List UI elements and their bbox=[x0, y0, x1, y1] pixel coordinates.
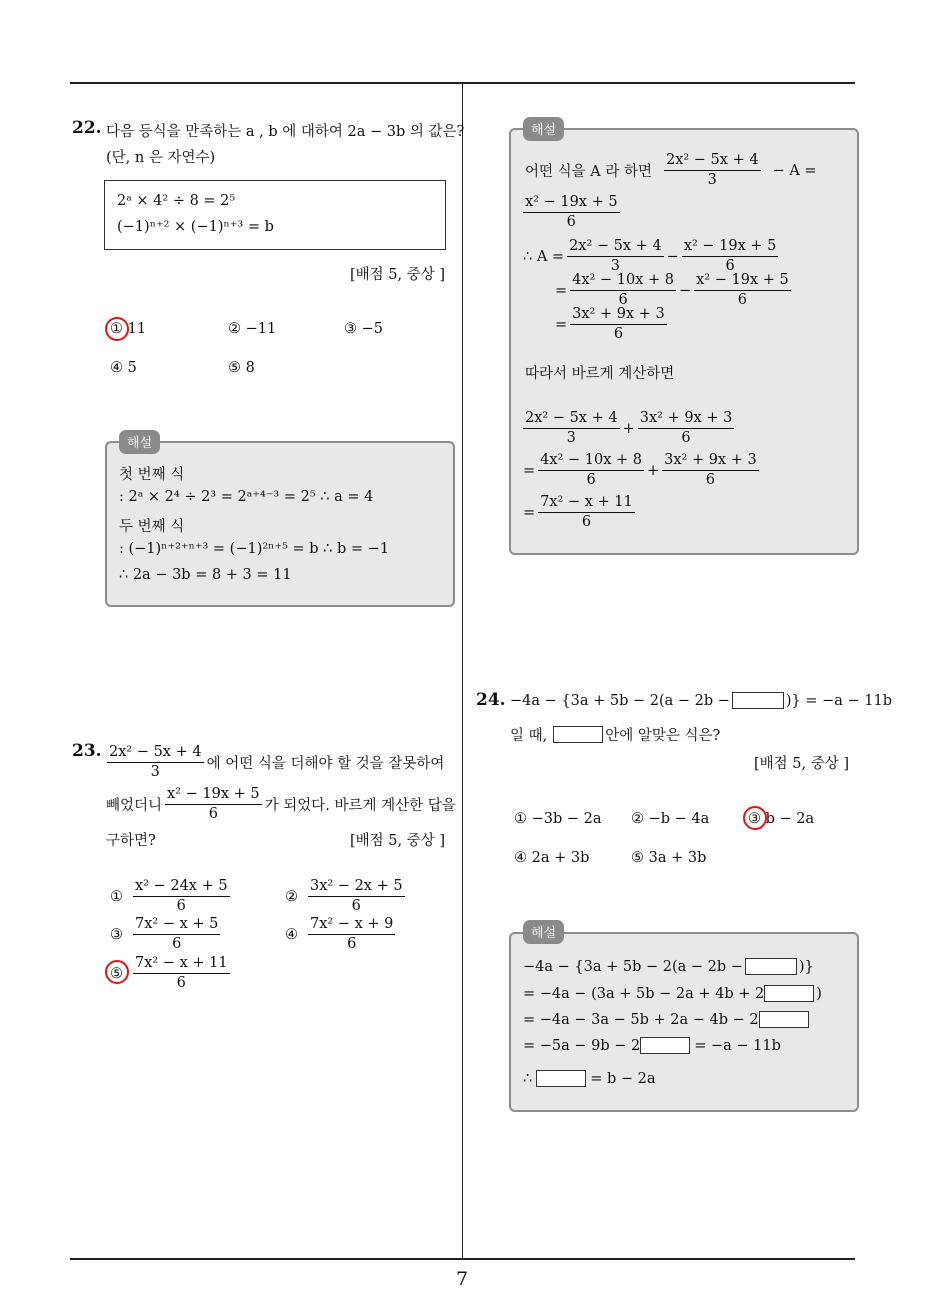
sol24-blank-5 bbox=[536, 1070, 586, 1087]
condition-line-2: (−1)ⁿ⁺² × (−1)ⁿ⁺³ = b bbox=[117, 219, 274, 235]
question-24-expression bbox=[510, 692, 892, 709]
sol23-intro: 어떤 식을 A 라 하면 bbox=[525, 164, 652, 181]
sol24-line2 bbox=[523, 985, 822, 1002]
sol23-r1a-den: 3 bbox=[610, 258, 620, 275]
q24-option-5[interactable]: ⑤ 3a + 3b bbox=[631, 850, 707, 866]
question-24-text bbox=[510, 724, 720, 745]
q24-text-pre: 일 때, bbox=[510, 728, 548, 744]
sol22-line-3: 두 번째 식 bbox=[119, 519, 185, 535]
q23-option-4-mark: ④ bbox=[285, 926, 298, 943]
q23-option-4[interactable] bbox=[285, 916, 398, 954]
sol23-c3-num: 7x² − x + 11 bbox=[538, 494, 635, 513]
sol24-line1 bbox=[523, 958, 814, 975]
q24-text-post: 안에 알맞은 식은? bbox=[605, 728, 721, 744]
sol23-f1-den: 3 bbox=[707, 172, 717, 189]
question-23-score: [배점 5, 중상 ] bbox=[350, 833, 446, 849]
sol23-c3-den: 6 bbox=[581, 514, 592, 531]
sol24-l5-pre: ∴ bbox=[523, 1070, 533, 1087]
sol24-blank-2 bbox=[764, 985, 814, 1002]
solution-22-box bbox=[105, 441, 455, 607]
q23-text2-pre: 빼었더니 bbox=[106, 798, 163, 815]
q23-option-3-den: 6 bbox=[172, 936, 182, 953]
q24-option-1[interactable]: ① −3b − 2a bbox=[514, 811, 602, 827]
q23-option-2-num: 3x² − 2x + 5 bbox=[308, 878, 405, 897]
q23-text1: 에 어떤 식을 더해야 할 것을 잘못하여 bbox=[206, 756, 445, 773]
sol23-correct-text: 따라서 바르게 계산하면 bbox=[525, 366, 675, 382]
q22-option-5[interactable]: ⑤ 8 bbox=[228, 360, 255, 376]
sol23-line5: = $\frac{\text{3x² + 9x + 3}}{6}$ bbox=[555, 306, 665, 343]
sol23-r2b-num: x² − 19x + 5 bbox=[694, 272, 791, 291]
sol23-line1 bbox=[525, 152, 817, 190]
sol23-line4: = $\frac{\text{4x² − 10x + 8}}{6}$ − $\frac{\text{x² − 19x + 5}}{6}$ bbox=[555, 272, 789, 309]
q23-frac2-den: 6 bbox=[208, 806, 218, 823]
sol23-r1a-num: 2x² − 5x + 4 bbox=[567, 238, 664, 257]
q23-frac2-num: x² − 19x + 5 bbox=[165, 786, 262, 805]
solution-23-tag: 해설 bbox=[523, 117, 564, 141]
q23-option-2-mark: ② bbox=[285, 888, 298, 905]
sol23-therefore-a: ∴ A = bbox=[523, 248, 565, 265]
sol24-blank-1 bbox=[745, 958, 797, 975]
sol23-line6: $\frac{\text{2x² − 5x + 4}}{3}$ + $\frac{\text{3x² + 9x + 3}}{6}$ bbox=[525, 410, 733, 447]
question-22-text-line1: 다음 등식을 만족하는 a , b 에 대하여 2a − 3b 의 값은? bbox=[106, 124, 465, 140]
q23-option-3-mark: ③ bbox=[110, 926, 123, 943]
q23-frac-num: 2x² − 5x + 4 bbox=[107, 744, 204, 763]
q24-text-blank bbox=[553, 726, 603, 743]
center-divider bbox=[462, 82, 463, 1259]
q23-text2-post: 가 되었다. 바르게 계산한 답을 bbox=[264, 798, 456, 815]
sol23-r2a-den: 6 bbox=[618, 292, 628, 309]
q23-frac-den: 3 bbox=[150, 764, 160, 781]
sol24-l3-pre: = −4a − 3a − 5b + 2a − 4b − 2 bbox=[523, 1011, 759, 1028]
solution-22-tag: 해설 bbox=[119, 430, 160, 454]
sol23-c2a-den: 6 bbox=[586, 472, 596, 489]
question-23-line1 bbox=[104, 744, 444, 782]
q24-expr-pre: −4a − {3a + 5b − 2(a − 2b − bbox=[510, 692, 730, 709]
question-22-score: [배점 5, 중상 ] bbox=[350, 267, 446, 283]
sol23-c2a-num: 4x² − 10x + 8 bbox=[538, 452, 644, 471]
sol24-l4-pre: = −5a − 9b − 2 bbox=[523, 1037, 641, 1054]
q23-option-4-den: 6 bbox=[347, 936, 357, 953]
sol23-r2b-den: 6 bbox=[737, 292, 748, 309]
page-number: 7 bbox=[456, 1268, 469, 1290]
sol23-r1b-num: x² − 19x + 5 bbox=[682, 238, 779, 257]
question-23-text3: 구하면? bbox=[106, 833, 156, 849]
q23-option-1-num: x² − 24x + 5 bbox=[133, 878, 230, 897]
q23-option-3[interactable] bbox=[110, 916, 223, 954]
q23-option-1[interactable] bbox=[110, 878, 233, 916]
q23-option-1-den: 6 bbox=[176, 898, 186, 915]
sol24-l1-pre: −4a − {3a + 5b − 2(a − 2b − bbox=[523, 958, 743, 975]
sol23-line3: ∴ A = $\frac{\text{2x² − 5x + 4}}{3}$ − $\frac{\text{x² − 19x + 5}}{6}$ bbox=[523, 238, 777, 275]
sol22-line-5: ∴ 2a − 3b = 8 + 3 = 11 bbox=[119, 567, 292, 583]
sol23-r2a-num: 4x² − 10x + 8 bbox=[570, 272, 676, 291]
q23-option-5-num: 7x² − x + 11 bbox=[133, 955, 230, 974]
condition-line-1: 2ᵃ × 4² ÷ 8 = 2⁵ bbox=[117, 193, 236, 209]
q23-answer-mark bbox=[105, 960, 129, 984]
question-22-text-line2: (단, n 은 자연수) bbox=[106, 150, 216, 166]
q23-option-2-den: 6 bbox=[351, 898, 361, 915]
sol23-f1-num: 2x² − 5x + 4 bbox=[664, 152, 761, 171]
q23-option-5-mark: ⑤ bbox=[110, 965, 123, 982]
sol23-c2b-den: 6 bbox=[705, 472, 716, 489]
q24-option-3[interactable]: ③ b − 2a bbox=[748, 811, 815, 827]
sol24-line3 bbox=[523, 1011, 809, 1028]
q23-option-2[interactable] bbox=[285, 878, 408, 916]
solution-23-box bbox=[509, 128, 859, 555]
q23-option-3-num: 7x² − x + 5 bbox=[133, 916, 220, 935]
question-24-score: [배점 5, 중상 ] bbox=[754, 756, 850, 772]
question-23-line2 bbox=[106, 786, 456, 824]
question-22-number: 22. bbox=[72, 118, 102, 138]
q24-blank-box bbox=[732, 692, 784, 709]
q23-option-5-den: 6 bbox=[176, 975, 186, 992]
sol23-c1b-num: 3x² + 9x + 3 bbox=[638, 410, 735, 429]
sol23-c1b-den: 6 bbox=[681, 430, 691, 447]
question-24-number: 24. bbox=[476, 690, 506, 710]
q22-option-2[interactable]: ② −11 bbox=[228, 321, 277, 337]
q22-answer-mark bbox=[105, 317, 129, 341]
sol24-l2-pre: = −4a − (3a + 5b − 2a + 4b + 2 bbox=[523, 985, 765, 1002]
question-23-number: 23. bbox=[72, 741, 102, 761]
q24-option-2[interactable]: ② −b − 4a bbox=[631, 811, 710, 827]
bottom-rule bbox=[70, 1258, 855, 1260]
sol24-line5 bbox=[523, 1070, 656, 1087]
sol24-line4 bbox=[523, 1037, 781, 1054]
sol24-blank-4 bbox=[640, 1037, 690, 1054]
sol24-blank-3 bbox=[759, 1011, 809, 1028]
sol23-r3-den: 6 bbox=[613, 326, 624, 343]
sol23-f2-num: x² − 19x + 5 bbox=[523, 194, 620, 213]
solution-24-box bbox=[509, 932, 859, 1112]
q22-option-4[interactable]: ④ 5 bbox=[110, 360, 137, 376]
q24-expr-post: )} = −a − 11b bbox=[785, 692, 893, 709]
sol23-c1a-num: 2x² − 5x + 4 bbox=[523, 410, 620, 429]
sol22-line-4: : (−1)ⁿ⁺²⁺ⁿ⁺³ = (−1)²ⁿ⁺⁵ = b ∴ b = −1 bbox=[119, 541, 390, 557]
q24-option-4[interactable]: ④ 2a + 3b bbox=[514, 850, 590, 866]
sol23-line2 bbox=[523, 194, 620, 232]
q23-option-4-num: 7x² − x + 9 bbox=[308, 916, 395, 935]
sol23-r1b-den: 6 bbox=[725, 258, 735, 275]
sol24-l2-post: ) bbox=[816, 985, 822, 1002]
sol23-line8: = $\frac{\text{7x² − x + 11}}{6}$ bbox=[523, 494, 633, 531]
sol24-l5-post: = b − 2a bbox=[590, 1070, 656, 1087]
sol23-minus-a: − A = bbox=[772, 162, 817, 179]
q23-option-1-mark: ① bbox=[110, 888, 123, 905]
q24-answer-mark bbox=[743, 806, 767, 830]
sol22-line-2: : 2ᵃ × 2⁴ ÷ 2³ = 2ᵃ⁺⁴⁻³ = 2⁵ ∴ a = 4 bbox=[119, 489, 374, 505]
q22-option-1[interactable]: ① 11 bbox=[110, 321, 147, 337]
question-22-condition-box bbox=[104, 180, 446, 250]
sol24-l1-post: )} bbox=[798, 958, 814, 975]
sol23-line7: = $\frac{\text{4x² − 10x + 8}}{6}$ + $\frac{\text{3x² + 9x + 3}}{6}$ bbox=[523, 452, 757, 489]
sol23-r3-num: 3x² + 9x + 3 bbox=[570, 306, 667, 325]
sol24-l4-post: = −a − 11b bbox=[694, 1037, 781, 1054]
solution-24-tag: 해설 bbox=[523, 920, 564, 944]
sol23-c2b-num: 3x² + 9x + 3 bbox=[662, 452, 759, 471]
sol23-f2-den: 6 bbox=[566, 214, 576, 231]
sol23-c1a-den: 3 bbox=[566, 430, 576, 447]
q22-option-3[interactable]: ③ −5 bbox=[344, 321, 383, 337]
sol22-line-1: 첫 번째 식 bbox=[119, 467, 185, 483]
